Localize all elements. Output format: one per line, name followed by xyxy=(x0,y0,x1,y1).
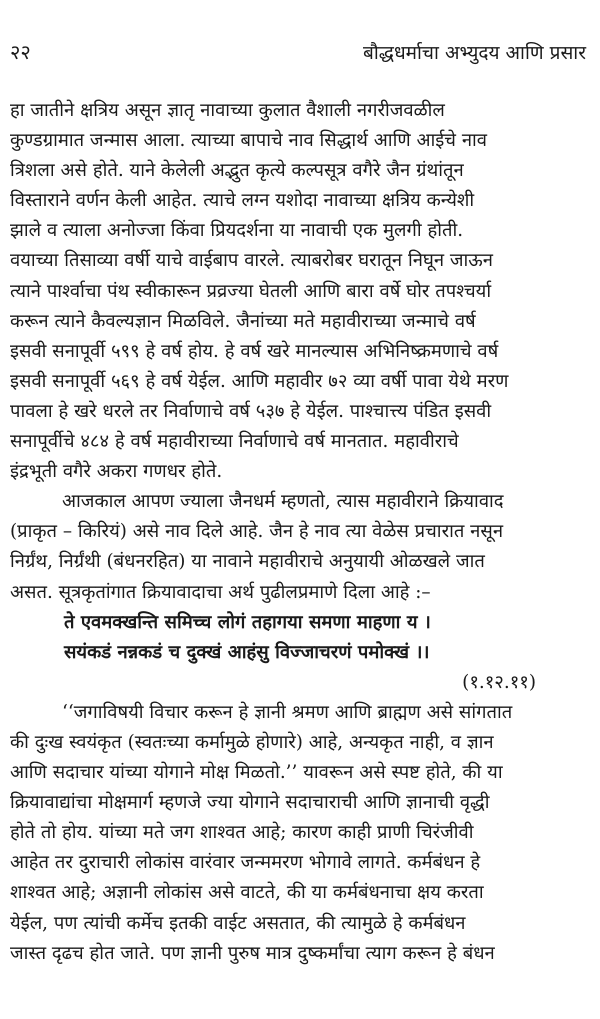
page-number: २२ xyxy=(10,40,31,64)
text-line: होते तो होय. यांच्या मते जग शाश्वत आहे; कारण काही प्राणी चिरंजीवी xyxy=(10,822,474,844)
text-line: शाश्वत आहे; अज्ञानी लोकांस असे वाटते, की या कर्मबंधनाचा क्षय करता xyxy=(10,882,484,904)
text-line: पावला हे खरे धरले तर निर्वाणाचे वर्ष ५३७ हे येईल. पाश्चात्त्य पंडित इसवी xyxy=(10,400,492,422)
text-line: झाले व त्याला अनोज्जा किंवा प्रियदर्शना या नावाची एक मुलगी होती. xyxy=(10,220,464,242)
text-line: हा जातीने क्षत्रिय असून ज्ञातृ नावाच्या कुलात वैशाली नगरीजवळील xyxy=(10,100,445,121)
body-text xyxy=(10,96,592,969)
verse-reference: (१.१२.११) xyxy=(462,671,536,693)
text-line: आणि सदाचार यांच्या योगाने मोक्ष मिळतो.’’ यावरून असे स्पष्ट होते, की या xyxy=(10,762,503,784)
verse-line: ते एवमक्खन्ति समिच्च लोगं तहागया समणा माहणा य । xyxy=(64,611,431,633)
text-line: कुण्डग्रामात जन्मास आला. त्याच्या बापाचे नाव सिद्धार्थ आणि आईचे नाव xyxy=(10,130,488,152)
page-header xyxy=(10,38,586,65)
text-line: आहेत तर दुराचारी लोकांस वारंवार जन्ममरण भोगावे लागते. कर्मबंधन हे xyxy=(10,852,481,874)
text-line: जास्त दृढच होत जाते. पण ज्ञानी पुरुष मात्र दुष्कर्मांचा त्याग करून हे बंधन xyxy=(10,942,495,964)
text-line: इसवी सनापूर्वी ५६९ हे वर्ष येईल. आणि महावीर ७२ व्या वर्षी पावा येथे मरण xyxy=(10,370,509,392)
text-line: वयाच्या तिसाव्या वर्षी याचे वाईबाप वारले. त्याबरोबर घरातून निघून जाऊन xyxy=(10,250,493,272)
text-line: त्रिशला असे होते. याने केलेली अद्भुत कृत्ये कल्पसूत्र वगैरे जैन ग्रंथांतून xyxy=(10,160,464,182)
text-line: असत. सूत्रकृतांगात क्रियावादाचा अर्थ पुढीलप्रमाणे दिला आहे :– xyxy=(10,581,431,603)
text-line: (प्राकृत – किरियं) असे नाव दिले आहे. जैन हे नाव त्या वेळेस प्रचारात नसून xyxy=(10,521,504,543)
running-title: बौद्धधर्माचा अभ्युदय आणि प्रसार xyxy=(363,42,586,64)
text-line: विस्ताराने वर्णन केली आहेत. त्याचे लग्न यशोदा नावाच्या क्षत्रिय कन्येशी xyxy=(10,190,475,212)
verse-line: सयंकडं नन्नकडं च दुक्खं आहंसु विज्जाचरणं पमोक्खं ।। xyxy=(64,641,430,663)
text-line: की दुःख स्वयंकृत (स्वतःच्या कर्मामुळे होणारे) आहे, अन्यकृत नाही, व ज्ञान xyxy=(10,731,494,753)
text-line: निर्ग्रंथ, निर्ग्रंथी (बंधनरहित) या नावाने महावीराचे अनुयायी ओळखले जात xyxy=(10,551,485,573)
paragraph-first-line: ‘‘जगाविषयी विचार करून हे ज्ञानी श्रमण आणि ब्राह्मण असे सांगतात xyxy=(62,701,513,723)
text-line: येईल, पण त्यांची कर्मेच इतकी वाईट असतात, की त्यामुळे हे कर्मबंधन xyxy=(10,912,466,934)
text-line: क्रियावाद्यांचा मोक्षमार्ग म्हणजे ज्या योगाने सदाचाराची आणि ज्ञानाची वृद्धी xyxy=(10,792,490,814)
text-line: इंद्रभूती वगैरे अकरा गणधर होते. xyxy=(10,461,223,483)
text-line: त्याने पार्श्वाचा पंथ स्वीकारून प्रव्रज्या घेतली आणि बारा वर्षे घोर तपश्चर्या xyxy=(10,280,492,302)
text-line: करून त्याने कैवल्यज्ञान मिळविले. जैनांच्या मते महावीराच्या जन्माचे वर्ष xyxy=(10,310,476,332)
paragraph-first-line: आजकाल आपण ज्याला जैनधर्म म्हणतो, त्यास महावीराने क्रियावाद xyxy=(62,491,504,513)
text-line: सनापूर्वीचे ४८४ हे वर्ष महावीराच्या निर्वाणाचे वर्ष मानतात. महावीराचे xyxy=(10,431,459,453)
text-line: इसवी सनापूर्वी ५९९ हे वर्ष होय. हे वर्ष खरे मानल्यास अभिनिष्क्रमणाचे वर्ष xyxy=(10,340,499,362)
